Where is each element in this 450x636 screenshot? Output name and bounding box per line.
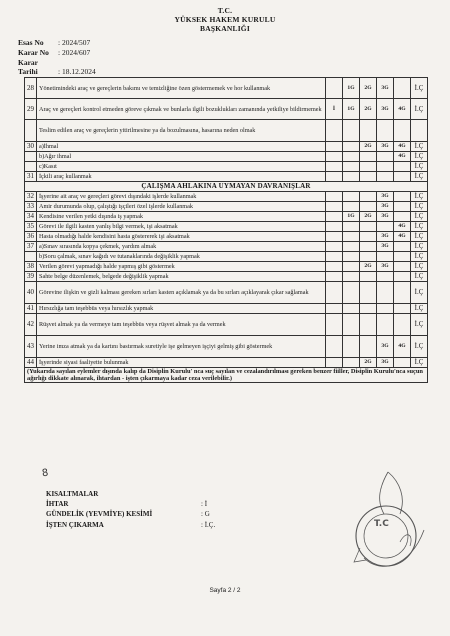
row-number: 32 — [25, 192, 37, 202]
penalty-cell: 3G — [377, 212, 394, 222]
penalty-cell: 2G — [360, 99, 377, 120]
penalty-cell — [360, 252, 377, 262]
header-tc: T.C. — [217, 6, 233, 15]
row-text: Yönetimindeki araç ve gereçlerin bakımı ve temizliğine özen göstermemek ve hor kullanmak — [37, 78, 326, 99]
table-row — [25, 212, 428, 222]
penalty-cell — [377, 172, 394, 182]
dismissal-cell: İ.Ç — [411, 262, 428, 272]
penalty-cell — [343, 142, 360, 152]
penalty-cell: 3G — [377, 142, 394, 152]
row-number: 44 — [25, 358, 37, 368]
section-title: ÇALIŞMA AHLAKINA UYMAYAN DAVRANIŞLAR — [25, 182, 428, 192]
row-text: b)Ağır ihmal — [37, 152, 326, 162]
penalty-cell: 1G — [343, 212, 360, 222]
penalty-cell — [394, 272, 411, 282]
penalty-cell — [360, 242, 377, 252]
penalty-cell — [326, 242, 343, 252]
penalty-cell — [326, 314, 343, 336]
row-text: c)Kasıt — [37, 162, 326, 172]
row-text: Verilen görevi yapmadığı halde yapmış gibi göstermek — [37, 262, 326, 272]
penalty-cell — [326, 162, 343, 172]
penalty-cell — [343, 120, 360, 142]
dismissal-cell: İ.Ç — [411, 99, 428, 120]
seal-letters: T.C — [374, 519, 389, 529]
penalty-cell — [394, 192, 411, 202]
header-institution: YÜKSEK HAKEM KURULU — [174, 15, 276, 24]
row-text: Görevine ilişkin ve gizli kalması gereken sırları kasten açıklamak ya da bu sırları açıklayarak çıkar sağlamak — [37, 282, 326, 304]
row-text: Kendisine verilen yetki dışında iş yapmak — [37, 212, 326, 222]
row-number: 36 — [25, 232, 37, 242]
row-text: İşyerine ait araç ve gereçleri görevi dışındaki işlerde kullanmak — [37, 192, 326, 202]
penalty-cell — [343, 358, 360, 368]
penalty-cell — [394, 304, 411, 314]
dismissal-cell: İ.Ç — [411, 252, 428, 262]
penalty-cell — [360, 192, 377, 202]
dismissal-cell: İ.Ç — [411, 242, 428, 252]
abbr-isten-cikarma: İŞTEN ÇIKARMA : İ.Ç. — [46, 521, 216, 529]
dismissal-cell: İ.Ç — [411, 304, 428, 314]
penalty-cell — [360, 172, 377, 182]
dismissal-cell: İ.Ç — [411, 222, 428, 232]
row-number: 41 — [25, 304, 37, 314]
penalty-cell — [394, 282, 411, 304]
penalty-cell: 2G — [360, 358, 377, 368]
penalty-cell: 3G — [377, 99, 394, 120]
table-row — [25, 120, 428, 142]
penalty-cell — [326, 120, 343, 142]
penalty-cell — [326, 232, 343, 242]
penalty-cell — [343, 172, 360, 182]
table-row — [25, 232, 428, 242]
table-row — [25, 242, 428, 252]
meta-karar-no: Karar No : 2024/607 — [18, 48, 91, 57]
handwritten-mark: 8 — [41, 467, 50, 480]
penalty-cell — [343, 162, 360, 172]
table-row — [25, 172, 428, 182]
dismissal-cell: İ.Ç — [411, 172, 428, 182]
abbreviations-title: KISALTMALAR — [46, 490, 99, 498]
row-number: 35 — [25, 222, 37, 232]
penalty-cell — [394, 242, 411, 252]
row-text: Sahte belge düzenlemek, belgede değişiklik yapmak — [37, 272, 326, 282]
penalty-cell: 3G — [377, 242, 394, 252]
dismissal-cell: İ.Ç — [411, 272, 428, 282]
row-text: Amir durumunda olup, çalıştığı işçileri özel işlerde kullanmak — [37, 202, 326, 212]
penalty-cell — [343, 304, 360, 314]
row-text: Hasta olmadığı halde kendisini hasta göstererek işi aksatmak — [37, 232, 326, 242]
penalty-cell — [394, 314, 411, 336]
table-row — [25, 222, 428, 232]
dismissal-cell: İ.Ç — [411, 282, 428, 304]
row-number: 43 — [25, 336, 37, 358]
dismissal-cell: İ.Ç — [411, 152, 428, 162]
row-text: a)Sınav sırasında kopya çekmek, yardım almak — [37, 242, 326, 252]
penalty-cell: 4G — [394, 336, 411, 358]
penalty-cell — [326, 78, 343, 99]
dismissal-cell: İ.Ç — [411, 192, 428, 202]
penalty-cell — [377, 272, 394, 282]
penalty-cell — [326, 262, 343, 272]
penalty-cell — [326, 272, 343, 282]
penalty-cell — [360, 232, 377, 242]
penalty-cell — [377, 304, 394, 314]
dismissal-cell: İ.Ç — [411, 358, 428, 368]
dismissal-cell: İ.Ç — [411, 78, 428, 99]
penalty-cell — [377, 152, 394, 162]
penalty-cell — [360, 222, 377, 232]
penalty-cell — [394, 358, 411, 368]
penalty-cell — [326, 172, 343, 182]
penalty-cell: 4G — [394, 152, 411, 162]
penalty-cell: 2G — [360, 212, 377, 222]
penalty-cell — [326, 304, 343, 314]
row-number: 42 — [25, 314, 37, 336]
row-number — [25, 152, 37, 162]
table-row — [25, 314, 428, 336]
penalty-cell — [394, 252, 411, 262]
dismissal-cell: İ.Ç — [411, 202, 428, 212]
penalty-cell — [343, 202, 360, 212]
dismissal-cell: İ.Ç — [411, 212, 428, 222]
table-row — [25, 304, 428, 314]
row-text: Görevi ile ilgili kasten yanlış bilgi vermek, işi aksatmak — [37, 222, 326, 232]
penalty-cell — [360, 336, 377, 358]
penalty-cell — [394, 212, 411, 222]
table-row — [25, 272, 428, 282]
penalty-cell: 3G — [377, 262, 394, 272]
table-row — [25, 262, 428, 272]
penalty-cell — [343, 314, 360, 336]
meta-esas: Esas No : 2024/507 — [18, 38, 91, 47]
row-text: İşyerinde siyasi faaliyette bulunmak — [37, 358, 326, 368]
penalty-cell: 3G — [377, 358, 394, 368]
penalty-cell — [343, 242, 360, 252]
row-number: 40 — [25, 282, 37, 304]
meta-karar-tarihi: Karar Tarihi : 18.12.2024 — [18, 58, 96, 76]
penalty-cell: 4G — [394, 142, 411, 152]
table-row — [25, 162, 428, 172]
row-number: 38 — [25, 262, 37, 272]
penalty-cell — [360, 304, 377, 314]
table-row — [25, 99, 428, 120]
penalty-cell — [326, 252, 343, 262]
penalty-cell — [343, 262, 360, 272]
penalty-cell: 4G — [394, 222, 411, 232]
row-number: 30 — [25, 142, 37, 152]
penalty-cell: 1G — [343, 99, 360, 120]
row-number — [25, 252, 37, 262]
penalty-cell: 2G — [360, 78, 377, 99]
penalty-cell — [360, 272, 377, 282]
table-note: (Yukarıda sayılan eylemler dışında kalıp da Disiplin Kurulu' nca suç sayılan ve cezalandırılması gereken benzer fiiller, Disiplin Kurulu'nca suçun ağırlığı dikkate alınarak, ihtardan - işten çıkarmaya kadar ceza verilebilir.) — [25, 368, 428, 383]
row-text: b)Soru çalmak, sınav kağıdı ve tutanaklarında değişiklik yapmak — [37, 252, 326, 262]
penalty-cell: 3G — [377, 202, 394, 212]
penalty-cell — [377, 222, 394, 232]
row-text: Araç ve gereçleri kontrol etmeden göreve çıkmak ve bunlarla ilgili bozuklukları zamanında yetkiliye bildirmemek — [37, 99, 326, 120]
penalty-cell — [343, 222, 360, 232]
penalty-cell — [394, 202, 411, 212]
penalty-cell — [326, 152, 343, 162]
row-number: 34 — [25, 212, 37, 222]
row-number — [25, 162, 37, 172]
penalty-cell — [394, 78, 411, 99]
penalty-cell: 3G — [377, 232, 394, 242]
penalty-cell: 1G — [343, 78, 360, 99]
table-row — [25, 282, 428, 304]
penalty-cell — [343, 282, 360, 304]
table-row — [25, 252, 428, 262]
row-text: İçkili araç kullanmak — [37, 172, 326, 182]
table-row — [25, 78, 428, 99]
dismissal-cell: İ.Ç — [411, 314, 428, 336]
penalty-cell — [394, 162, 411, 172]
penalty-cell — [360, 120, 377, 142]
penalty-cell — [343, 272, 360, 282]
row-number: 29 — [25, 99, 37, 120]
penalty-cell — [360, 152, 377, 162]
dismissal-cell: İ.Ç — [411, 162, 428, 172]
penalty-cell — [343, 252, 360, 262]
penalty-cell — [377, 120, 394, 142]
penalty-cell: 2G — [360, 142, 377, 152]
penalty-cell: 3G — [377, 336, 394, 358]
table-row — [25, 202, 428, 212]
page-number: Sayfa 2 / 2 — [209, 587, 241, 594]
table-row — [25, 336, 428, 358]
penalty-cell: 2G — [360, 262, 377, 272]
dismissal-cell — [411, 120, 428, 142]
table-row — [25, 152, 428, 162]
penalty-cell — [360, 162, 377, 172]
penalty-cell: 4G — [394, 232, 411, 242]
penalty-cell — [343, 192, 360, 202]
row-number: 39 — [25, 272, 37, 282]
row-number: 33 — [25, 202, 37, 212]
penalty-cell — [343, 336, 360, 358]
row-number: 28 — [25, 78, 37, 99]
row-text: Yerine imza atmak ya da kartını bastırmak suretiyle işe gelmeyen işçiyi gelmiş gibi göstermek — [37, 336, 326, 358]
penalty-cell — [377, 282, 394, 304]
penalty-cell — [326, 192, 343, 202]
penalty-cell — [394, 120, 411, 142]
penalty-cell — [326, 282, 343, 304]
penalty-cell — [360, 202, 377, 212]
abbr-ihtar: İHTAR : İ — [46, 500, 208, 508]
penalty-cell — [377, 314, 394, 336]
penalty-cell — [326, 212, 343, 222]
penalty-cell: İ — [326, 99, 343, 120]
table-row — [25, 358, 428, 368]
dismissal-cell: İ.Ç — [411, 336, 428, 358]
penalty-cell — [326, 336, 343, 358]
row-number — [25, 120, 37, 142]
abbr-gundelik: GÜNDELİK (YEVMİYE) KESİMİ : G — [46, 510, 210, 518]
penalty-cell — [326, 358, 343, 368]
row-number: 31 — [25, 172, 37, 182]
row-number: 37 — [25, 242, 37, 252]
row-text: Teslim edilen araç ve gereçlerin yitirilmesine ya da bozulmasına, hasarına neden olmak — [37, 120, 326, 142]
penalty-cell — [377, 252, 394, 262]
penalty-cell: 4G — [394, 99, 411, 120]
penalty-cell — [326, 202, 343, 212]
penalty-cell — [360, 282, 377, 304]
penalty-cell — [377, 162, 394, 172]
penalty-table — [24, 77, 428, 383]
penalty-cell — [360, 314, 377, 336]
table-row — [25, 142, 428, 152]
penalty-cell — [343, 152, 360, 162]
row-text: Rüşvet almak ya da vermeye tam teşebbüs veya rüşvet almak ya da vermek — [37, 314, 326, 336]
penalty-cell — [394, 262, 411, 272]
dismissal-cell: İ.Ç — [411, 142, 428, 152]
penalty-cell: 3G — [377, 192, 394, 202]
penalty-cell: 3G — [377, 78, 394, 99]
dismissal-cell: İ.Ç — [411, 232, 428, 242]
penalty-cell — [343, 232, 360, 242]
table-row — [25, 192, 428, 202]
header-presidency: BAŞKANLIĞI — [200, 24, 250, 33]
penalty-cell — [326, 222, 343, 232]
penalty-cell — [326, 142, 343, 152]
penalty-cell — [394, 172, 411, 182]
official-seal — [340, 470, 435, 580]
row-text: a)İhmal — [37, 142, 326, 152]
row-text: Hırsızlığa tam teşebbüs veya hırsızlık yapmak — [37, 304, 326, 314]
